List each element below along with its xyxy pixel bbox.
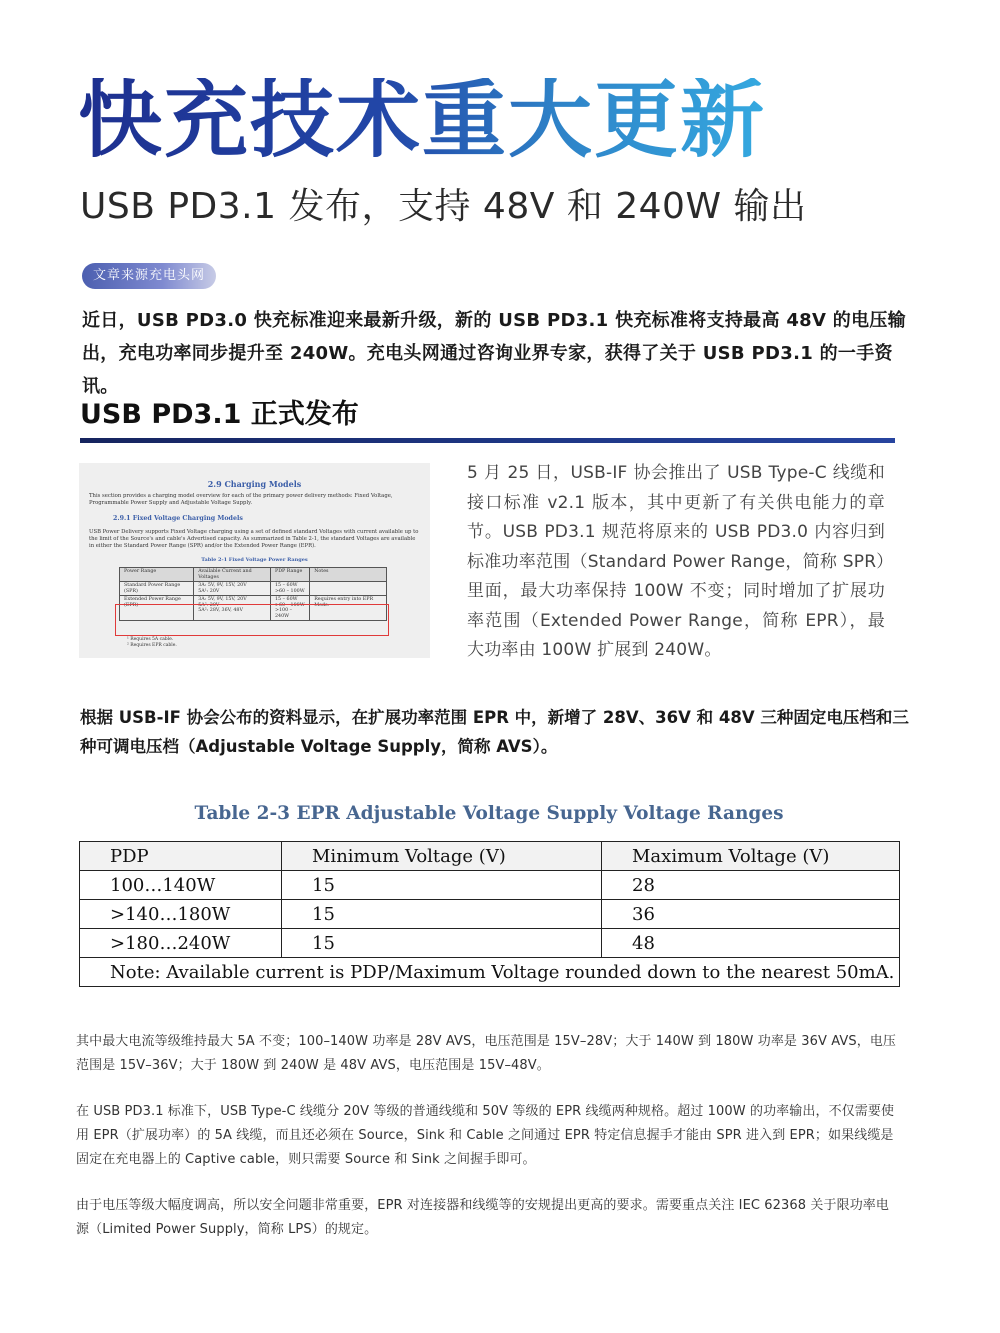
avs-header-max-voltage: Maximum Voltage (V) [602, 842, 900, 871]
avs-table-note: Note: Available current is PDP/Maximum Voltage rounded down to the nearest 50mA. [80, 958, 900, 987]
body-paragraph: 由于电压等级大幅度调高，所以安全问题非常重要，EPR 对连接器和线缆等的安规提出更高的要求。需要重点关注 IEC 62368 关于限功率电源（Limited Power Supply，简称 LPS）的规定。 [76, 1198, 889, 1237]
section-heading: USB PD3.1 正式发布 [80, 399, 359, 430]
spec-document-image [79, 463, 430, 658]
avs-cell-max: 28 [602, 871, 900, 900]
avs-cell-pdp: >180…240W [80, 929, 282, 958]
spec-cell: 3A: 5V, 9V, 15V, 20V 5A¹: 20V [194, 582, 271, 596]
avs-table [79, 841, 900, 987]
avs-table-row [80, 871, 900, 900]
avs-table-row [80, 929, 900, 958]
spec-header-cell: Power Range [120, 568, 194, 582]
spec-header-cell: PDP Range [270, 568, 309, 582]
body-paragraph: 在 USB PD3.1 标准下，USB Type-C 线缆分 20V 等级的普通线缆和 50V 等级的 EPR 线缆两种规格。超过 100W 的功率输出，不仅需要使用 EPR（扩展功率）的 5A 线缆，而且还必须在 Source，Sink 和 Cable 之间通过 EPR 特定信息握手才能由 SPR 进入到 EPR；如果线缆是固定在充电器上的 Captive cable，则只需要 Source 和 Sink 之间握手即可。 [76, 1104, 895, 1167]
spec-footnote: ² Requires EPR cable. [127, 643, 177, 648]
spec-paragraph: This section provides a charging model overview for each of the primary power delivery methods: Fixed Voltage, Programmable Power Supply and Adjustable Voltage Supply. [89, 493, 393, 506]
spec-cell: 3A: 5V, 9V, 15V, 20V 5A²: 20V 5A²: 28V, 36V, 48V [194, 596, 271, 621]
avs-cell-pdp: 100…140W [80, 871, 282, 900]
section-divider [80, 438, 895, 443]
spec-footnotes [127, 637, 177, 649]
avs-cell-max: 36 [602, 900, 900, 929]
spec-cell: Requires entry into EPR Mode. [310, 596, 387, 621]
spec-cell: 15 – 60W >60 – 100W [270, 582, 309, 596]
spec-subheading: 2.9.1 Fixed Voltage Charging Models [113, 515, 243, 522]
spec-cell: 15 – 60W >60 – 100W >100 – 240W [270, 596, 309, 621]
avs-table-note-row [80, 958, 900, 987]
avs-table-header-row [80, 842, 900, 871]
spec-cell: Standard Power Range (SPR) [120, 582, 194, 596]
spec-cell [310, 582, 387, 596]
avs-cell-min: 15 [282, 900, 602, 929]
spec-header-cell: Available Current and Voltages [194, 568, 271, 582]
avs-cell-min: 15 [282, 871, 602, 900]
spec-header-cell: Notes [310, 568, 387, 582]
epr-summary-paragraph: 根据 USB-IF 协会公布的资料显示，在扩展功率范围 EPR 中，新增了 28V、36V 和 48V 三种固定电压档和三种可调电压档（Adjustable Voltage Supply，简称 AVS）。 [80, 708, 909, 756]
avs-header-min-voltage: Minimum Voltage (V) [282, 842, 602, 871]
release-paragraph: 5 月 25 日，USB-IF 协会推出了 USB Type-C 线缆和接口标准 v2.1 版本，其中更新了有关供电能力的章节。USB PD3.1 规范将原来的 USB PD3.0 内容归到标准功率范围（Standard Power Range，简称 SPR）里面，最大功率保持 100W 不变；同时增加了扩展功率范围（Extended Power Range，简称 EPR），最大功率由 100W 扩展到 240W。 [467, 463, 885, 660]
intro-paragraph: 近日，USB PD3.0 快充标准迎来最新升级，新的 USB PD3.1 快充标准将支持最高 48V 的电压输出，充电功率同步提升至 240W。充电头网通过咨询业界专家，获得了关于 USB PD3.1 的一手资讯。 [82, 310, 906, 397]
spec-footnote: ¹ Requires 5A cable. [127, 637, 174, 642]
avs-cell-max: 48 [602, 929, 900, 958]
spec-table-row [120, 582, 387, 596]
spec-table-caption: Table 2-1 Fixed Voltage Power Ranges [201, 557, 308, 563]
spec-paragraph: USB Power Delivery supports Fixed Voltage charging using a set of defined standard Voltages with current available up to the limit of the Source's and cable's Advertised capacity. As summarized in Table 2-1, the standard Voltages are available in either the Standard Power Range (SPR) and/or the Extended Power Range (EPR). [89, 529, 419, 549]
avs-cell-min: 15 [282, 929, 602, 958]
body-paragraph: 其中最大电流等级维持最大 5A 不变；100–140W 功率是 28V AVS，电压范围是 15V–28V；大于 140W 到 180W 功率是 36V AVS，电压范围是 15V–36V；大于 180W 到 240W 是 48V AVS，电压范围是 15V–48V。 [76, 1034, 897, 1073]
page-subtitle: USB PD3.1 发布，支持 48V 和 240W 输出 [80, 186, 807, 227]
spec-heading: 2.9 Charging Models [207, 479, 302, 489]
avs-cell-pdp: >140…180W [80, 900, 282, 929]
avs-table-caption: Table 2-3 EPR Adjustable Voltage Supply Voltage Ranges [194, 803, 784, 824]
source-badge: 文章来源充电头网 [82, 263, 216, 289]
spec-table-header-row [120, 568, 387, 582]
avs-header-pdp: PDP [80, 842, 282, 871]
spec-cell: Extended Power Range (EPR) [120, 596, 194, 621]
avs-table-row [80, 900, 900, 929]
page-title: 快充技术重大更新 [78, 71, 767, 169]
epr-highlight-box [115, 604, 389, 636]
